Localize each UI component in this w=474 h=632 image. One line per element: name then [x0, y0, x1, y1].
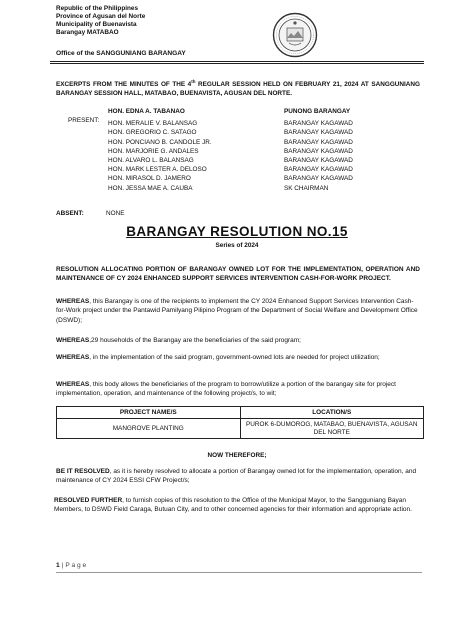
- roster-row: [56, 156, 420, 165]
- letterhead-line: Municipality of Buenavista: [56, 21, 137, 28]
- member-name: HON. MERALIE V. BALANSAG: [108, 120, 198, 128]
- whereas-clause: [56, 336, 420, 345]
- clause-text: ,29 households of the Barangay are the beneficiaries of the said program;: [89, 337, 301, 344]
- member-name: HON. EDNA A. TABANAO: [108, 108, 185, 115]
- footer-divider: [56, 572, 422, 573]
- clause-keyword: WHEREAS: [56, 337, 90, 344]
- absent-label: ABSENT:: [56, 210, 84, 217]
- roster-row: [56, 184, 420, 193]
- clause-keyword: WHEREAS: [56, 354, 90, 361]
- header-divider: [50, 63, 424, 64]
- present-label: PRESENT:: [68, 117, 100, 124]
- member-position: BARANGAY KAGAWAD: [284, 175, 353, 183]
- resolved-clause: [56, 467, 420, 486]
- roster-row-presiding: [56, 107, 420, 116]
- member-position: PUNONG BARANGAY: [284, 108, 351, 115]
- projects-table: [56, 406, 424, 439]
- table-row: [57, 419, 424, 439]
- project-name-cell: MANGROVE PLANTING: [57, 419, 241, 439]
- page-number: 1: [56, 562, 60, 569]
- member-position: BARANGAY KAGAWAD: [284, 129, 353, 137]
- page-label: P a g e: [65, 562, 87, 569]
- letterhead-line: Barangay MATABAO: [56, 29, 119, 36]
- letterhead-line: Republic of the Philippines: [56, 5, 139, 12]
- clause-keyword: WHEREAS: [56, 298, 90, 305]
- clause-keyword: RESOLVED FURTHER: [54, 497, 123, 504]
- member-name: HON. ALVARO L. BALANSAG: [108, 156, 194, 164]
- whereas-clause: [56, 380, 420, 399]
- letterhead: [56, 5, 145, 37]
- clause-text: , this body allows the beneficiaries of the program to borrow/utilize a portion of the barangay site for project implementation, operation, and maintenance of the following project/s, to wit;: [56, 381, 396, 398]
- excerpt-text: REGULAR SESSION HELD ON FEBRUARY 21, 2024 AT SANGGUNIANG BARANGAY SESSION HALL, MATABAO, BUENAVISTA, AGUSAN DEL NORTE.: [56, 81, 420, 98]
- member-name: HON. MARJORIE G. ANDALES: [108, 147, 199, 155]
- roster-row: [56, 119, 420, 128]
- clause-text: , as it is hereby resolved to allocate a portion of Barangay owned lot for the implementation, operation, and maintenance of CY 2024 ESSI CFW Project/s;: [56, 468, 417, 485]
- office-name: Office of the SANGGUNIANG BARANGAY: [56, 50, 186, 57]
- footer-separator: |: [61, 562, 64, 569]
- column-header: LOCATION/S: [240, 407, 424, 419]
- member-name: HON. GREGORIO C. SATAGO: [108, 129, 197, 137]
- member-name: HON. MARK LESTER A. DELOSO: [108, 166, 207, 174]
- member-position: BARANGAY KAGAWAD: [284, 138, 353, 146]
- resolution-series: Series of 2024: [215, 242, 259, 249]
- attendance-roster: [56, 107, 420, 193]
- roster-row: [56, 147, 420, 156]
- member-position: BARANGAY KAGAWAD: [284, 147, 353, 155]
- clause-text: , to furnish copies of this resolution to the Office of the Municipal Mayor, to the Sangguniang Bayan Members, to DSWD Field Caraga, Butuan City, and to other concerned agencies for their information and appropriate action.: [54, 497, 412, 514]
- project-location-cell: PUROK 6-DUMOROG, MATABAO, BUENAVISTA, AGUSAN DEL NORTE: [240, 419, 424, 439]
- resolved-further-clause: [54, 496, 418, 515]
- member-position: BARANGAY KAGAWAD: [284, 166, 353, 174]
- roster-row: [56, 165, 420, 174]
- absent-line: [56, 210, 125, 217]
- member-position: BARANGAY KAGAWAD: [284, 120, 353, 128]
- roster-row: [56, 138, 420, 147]
- roster-row: [56, 128, 420, 137]
- member-position: SK CHAIRMAN: [284, 184, 329, 192]
- now-therefore: NOW THEREFORE;: [207, 452, 267, 459]
- clause-text: , this Barangay is one of the recipients to implement the CY 2024 Enhanced Support Services Intervention Cash-for-Work project under the Pantawid Pamilyang Pilipino Program of the Department of Social Welfare and Development Office (DSWD);: [56, 298, 418, 324]
- page-footer: [56, 562, 86, 569]
- column-header: PROJECT NAME/S: [57, 407, 241, 419]
- excerpt-text: EXCERPTS FROM THE MINUTES OF THE 4: [56, 81, 192, 89]
- table-header-row: [57, 407, 424, 419]
- roster-row: [56, 174, 420, 183]
- whereas-clause: [56, 297, 420, 325]
- clause-text: , in the implementation of the said program, government-owned lots are needed for project utilization;: [89, 354, 380, 361]
- member-name: HON. MIRASOL D. JAMERO: [108, 175, 191, 183]
- member-name: HON. PONCIANO B. CANDOLE JR.: [108, 138, 212, 146]
- excerpt-ordinal: th: [191, 79, 196, 84]
- resolution-subject: RESOLUTION ALLOCATING PORTION OF BARANGAY OWNED LOT FOR THE IMPLEMENTATION, OPERATION AND MAINTENANCE OF CY 2024 ENHANCED SUPPORT SERVICES INTERVENTION CASH-FOR-WORK PROJECT.: [56, 266, 420, 283]
- header-divider: [50, 61, 424, 62]
- letterhead-line: Province of Agusan del Norte: [56, 13, 146, 20]
- member-position: BARANGAY KAGAWAD: [284, 156, 353, 164]
- clause-keyword: BE IT RESOLVED: [56, 468, 110, 475]
- whereas-clause: [56, 353, 420, 362]
- member-name: HON. JESSA MAE A. CAUBA: [108, 184, 193, 192]
- minutes-excerpt: [56, 77, 420, 98]
- barangay-seal-logo: [272, 12, 318, 58]
- resolution-title: BARANGAY RESOLUTION NO.15: [126, 224, 348, 239]
- absent-value: NONE: [106, 210, 125, 217]
- clause-keyword: WHEREAS: [56, 381, 90, 388]
